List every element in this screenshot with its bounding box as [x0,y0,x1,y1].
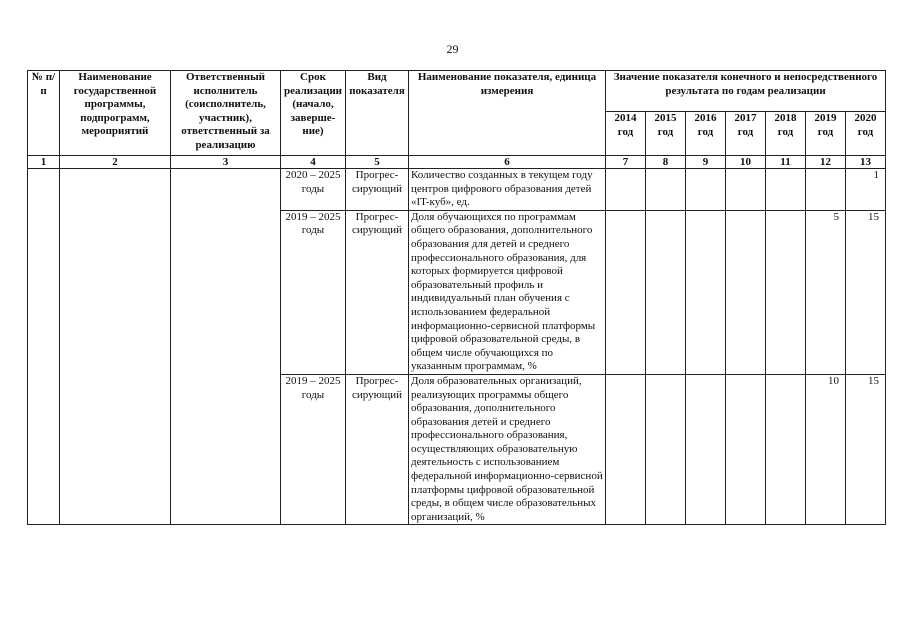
column-number: 13 [846,156,886,169]
cell-value-2020: 15 [846,374,886,525]
header-year-2019: 2019 год [806,112,846,156]
cell-period: 2020 – 2025 годы [281,169,346,211]
column-number: 2 [60,156,171,169]
column-number: 5 [346,156,409,169]
column-number: 9 [686,156,726,169]
column-number: 3 [171,156,281,169]
header-program: Наименование государственной программы, подпрограмм, мероприятий [60,71,171,156]
cell-period: 2019 – 2025 годы [281,374,346,525]
header-kind: Вид показателя [346,71,409,156]
cell-program [60,169,171,525]
page-number: 29 [446,42,459,56]
header-year-2015: 2015 год [646,112,686,156]
header-period: Срок реализации (начало, заверше-ние) [281,71,346,156]
column-number: 10 [726,156,766,169]
cell-num [28,169,60,525]
cell-indicator: Количество созданных в текущем году центров цифрового образования детей «IT-куб», ед. [409,169,606,211]
cell-value-2017 [726,374,766,525]
cell-indicator: Доля обучающихся по программам общего образования, дополнительного образования для детей и среднего профессионального образования, для которых формируется цифровой образовательный профиль и индивидуальный план обучения с использованием федеральной информационно-сервисной платформы цифровой образовательной среды, в общем числе обучающихся по указанным программам, % [409,210,606,374]
cell-value-2016 [686,210,726,374]
column-number: 7 [606,156,646,169]
header-executor: Ответственный исполнитель (соисполнитель, участник), ответственный за реализацию [171,71,281,156]
cell-value-2017 [726,169,766,211]
cell-value-2018 [766,169,806,211]
cell-indicator: Доля образовательных организаций, реализующих программы общего образования, дополнительного образования детей и среднего профессионального образования, осуществляющих образовательную деятельность с использованием федеральной информационно-сервисной платформы цифровой образовательной среды, в общем числе образовательных организаций, % [409,374,606,525]
cell-period: 2019 – 2025 годы [281,210,346,374]
cell-kind: Прогрес-сирующий [346,169,409,211]
header-year-2014: 2014 год [606,112,646,156]
header-indicator: Наименование показателя, единица измерения [409,71,606,156]
cell-value-2014 [606,169,646,211]
header-year-2016: 2016 год [686,112,726,156]
column-number: 6 [409,156,606,169]
header-num: № п/п [28,71,60,156]
cell-value-2019 [806,169,846,211]
column-number: 11 [766,156,806,169]
table-row [28,169,886,211]
column-number: 1 [28,156,60,169]
column-number: 12 [806,156,846,169]
header-year-2020: 2020 год [846,112,886,156]
cell-value-2017 [726,210,766,374]
cell-value-2019: 10 [806,374,846,525]
cell-value-2015 [646,374,686,525]
cell-value-2015 [646,210,686,374]
column-numbers-row [28,156,886,169]
cell-value-2016 [686,169,726,211]
cell-value-2015 [646,169,686,211]
cell-value-2014 [606,374,646,525]
header-values-group: Значение показателя конечного и непосредственного результата по годам реализации [606,71,886,112]
column-number: 8 [646,156,686,169]
indicators-table [27,70,886,525]
cell-value-2020: 1 [846,169,886,211]
header-row [28,71,886,112]
header-year-2017: 2017 год [726,112,766,156]
cell-kind: Прогрес-сирующий [346,374,409,525]
cell-value-2018 [766,374,806,525]
cell-value-2020: 15 [846,210,886,374]
cell-value-2019: 5 [806,210,846,374]
cell-value-2018 [766,210,806,374]
column-number: 4 [281,156,346,169]
cell-kind: Прогрес-сирующий [346,210,409,374]
cell-value-2014 [606,210,646,374]
cell-executor [171,169,281,525]
cell-value-2016 [686,374,726,525]
header-year-2018: 2018 год [766,112,806,156]
